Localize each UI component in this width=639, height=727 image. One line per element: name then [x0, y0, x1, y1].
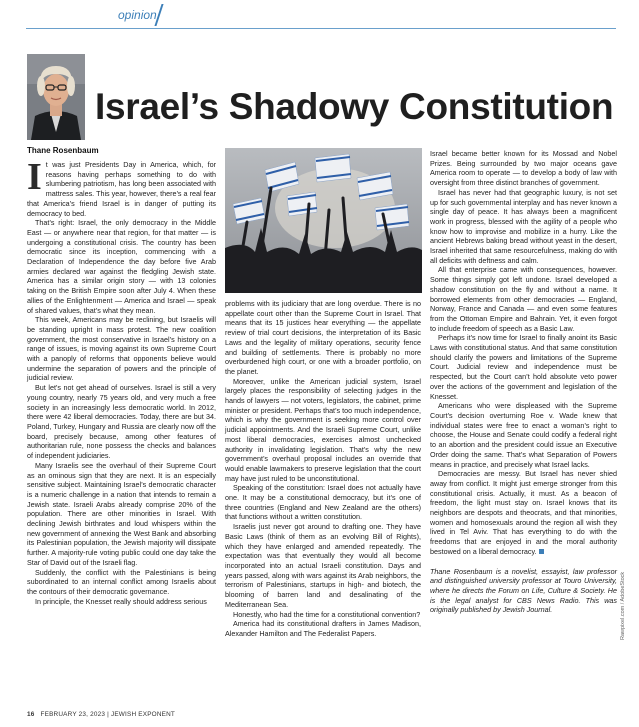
paragraph: America had its constitutional drafters in James Madison, Alexander Hamilton and The Federalist Papers.	[225, 619, 421, 638]
footer-info: FEBRUARY 23, 2023 | JEWISH EXPONENT	[40, 711, 176, 718]
paragraph: problems with its judiciary that are long overdue. There is no appellate court other than the Supreme Court in Israel. That means that its 15 justices hear everything — the appellate review of trial court decisions, the interpretation of its Basic Laws and the legality of military operations, security fence and building of settlements. There is probably no more overburdened high court, or one with a broader portfolio, on the planet.	[225, 299, 421, 376]
photo-credit: Rawpixel.com / AdobeStock	[620, 571, 626, 640]
paragraph: Suddenly, the conflict with the Palestinians is being subordinated to an internal conflict among Israelis about the contours of their democratic governance.	[27, 567, 216, 596]
paragraph: Israel became better known for its Mossad and Nobel Prizes. Being surrounded by two major oceans gave America room to operate — to develop a body of law with oversight from three distinct branches of government.	[430, 149, 617, 188]
paragraph: That’s right: Israel, the only democracy in the Middle East — or anywhere near that region, for that matter — is undergoing a constitutional crisis. The country has been democratic since its inception, commencing with a Declaration of Independence the day before five Arab armies declared war against the fledgling Jewish state. America has a similar origin story — with 13 colonies taking on the British Empire soon after July 4. When these allies of the Enlightenment — America and Israel — speak of shared values, that’s what they mean.	[27, 218, 216, 315]
paragraph: Israel has never had that geographic luxury, is not set up for such governmental interplay and has never known a single day of peace. It has always been a magnificent work in progress, blessed with the agility of a people who know how to improvise and mobilize in a hurry. Like the ancient Hebrews baking bread without yeast in the desert, Israel inherited that same resourcefulness, making do with all deficits with deftness and calm.	[430, 187, 617, 265]
section-label: opinion	[118, 8, 157, 22]
end-mark	[539, 549, 544, 554]
article-column-3	[430, 149, 617, 615]
section-rule	[26, 28, 616, 29]
paragraph: Honestly, who had the time for a constitutional convention?	[233, 609, 421, 619]
paragraph: Many Israelis see the overhaul of their Supreme Court as an ominous sign that they are next. It is an especially sensitive subject. Maintaining Israel’s democratic character is a numeric challenge in a nation that intends to remain a Jewish state. Israeli Arabs already comprise 20% of the population. There are other minorities in Israel. With declining Jewish birthrates and loud whispers within the new government of annexing the West Bank and absorbing its Palestinian population, the Jewish majority will dissipate further. A majority-rule voting public could one day take the Star of David out of the Israeli flag.	[27, 460, 216, 567]
author-photo	[27, 54, 85, 140]
paragraph: This week, Americans may be reclining, but Israelis will be standing upright in mass protest. The new coalition government, the most conservative in Israel’s history on a range of issues, is moving against its own Supreme Court with a panoply of reforms that opponents believe would undermine the separation of powers and the principle of judicial review.	[27, 315, 216, 383]
paragraph: Perhaps it’s now time for Israel to finally anoint its Basic Laws with constitutional status. And that same constitution should clarify the powers and limitations of the Supreme Court. Judicial review and independence must be respected, but the Court can’t hold absolute veto power over the actions of the government and legislation of the Knesset.	[430, 333, 617, 401]
paragraph: Americans who were displeased with the Supreme Court’s decision overturning Roe v. Wade knew that individual states were free to enact a woman’s right to choose, the House and Senate could codify a federal right to an abortion and the president could issue an Executive Order doing the same. That’s what Separation of Powers means in practice, and precisely what Israel lacks.	[430, 401, 617, 469]
paragraph: Speaking of the constitution: Israel does not actually have one. It may be a constitutional democracy, but it’s one of three countries (England and New Zealand are the others) that functions without a written constitution.	[225, 483, 421, 522]
article-headline: Israel’s Shadowy Constitution	[95, 86, 614, 127]
author-bio: Thane Rosenbaum is a novelist, essayist, law professor and distinguished university professor at Touro University, where he directs the Forum on Life, Culture & Society. He is the legal analyst for CBS News Radio. This was originally published by Jewish Journal.	[430, 566, 617, 615]
paragraph	[430, 469, 617, 556]
paragraph: Israelis just never got around to drafting one. They have Basic Laws (think of them as an evolving Bill of Rights), which they have enlarged and amended repeatedly. The expectation was that eventually they would all become incorporated into an actual Israeli constitution. Days and years passed, along with wars against its Arab neighbors, the terrorism of Palestinians, startups in high- and biotech, the blooming of barren land and desalinating of the Mediterranean Sea.	[225, 522, 421, 609]
paragraph: In principle, the Knesset really should address serious	[35, 596, 207, 606]
paragraph: t was just Presidents Day in America, which, for reasons having perhaps something to do with slumbering patriotism, has long been associated with mattress sales. This year, however, there’s a real fear that America’s friend Israel is in danger of putting its democracy to bed.	[27, 160, 216, 218]
byline: Thane Rosenbaum	[27, 146, 99, 155]
article-column-2	[225, 299, 421, 639]
protest-photo	[225, 148, 422, 293]
page-number: 16	[27, 711, 35, 718]
page-footer	[27, 711, 175, 718]
drop-cap: I	[27, 156, 42, 198]
paragraph: Moreover, unlike the American judicial system, Israel largely places the responsibility of selecting judges in the hands of lawyers — not voters, legislators, the cabinet, prime minister or president. Perhaps that’s too much independence, which is why the government is seeking more control over judicial appointments. And the Israeli Supreme Court, unlike most liberal democracies, exercises almost unchecked authority in invalidating legislation. That’s why the new government’s overhaul proposal includes an override that would enable lawmakers to preserve legislation that the court may have just ruled to be unconstitutional.	[225, 376, 421, 483]
closing-paragraph-text: Democracies are messy. But Israel has never shied away from conflict. It might just emerge stronger from this constitutional crisis. Actually, it must. As a beacon of freedom, the light must stay on. Israel knows that its neighbors are despots and theocrats, and that minorities, women and homosexuals around the region all wish they lived in Tel Aviv. That has everything to do with the freedoms that are enjoyed in and the moral authority bestowed on a liberal democracy.	[430, 469, 617, 556]
paragraph: But let’s not get ahead of ourselves. Israel is still a very young country, nearly 75 years old, and very much a free society in an increasingly less democratic world. In 2012, there were 42 liberal democracies. Today, there are but 34. Poland, Turkey, Hungary and Russia are clearly now off the board, precisely because, among other features of authoritarian rule, none possess the checks and balances of independent judiciaries.	[27, 383, 216, 461]
article-column-1	[27, 156, 216, 606]
paragraph: All that enterprise came with consequences, however. Some things simply got left undone. Israel developed a shadow constitution on the fly and without a name. It borrowed elements from other democracies — England, Norway, France and Canada — and even some features from the Ottoman Empire and Bahrain. Yet, it even forgot to include freedom of speech as a Basic Law.	[430, 265, 617, 333]
